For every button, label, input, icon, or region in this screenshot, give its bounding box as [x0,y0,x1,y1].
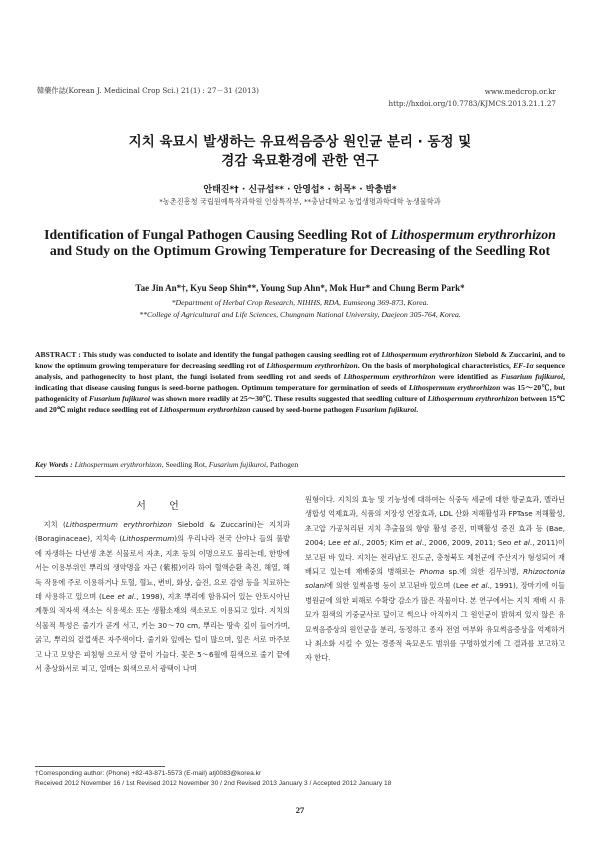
keyword-species: Fusarium fujikuroi [208,460,267,469]
abstract-text: between 15℃ and 20℃ might reduce seedling rot of [35,394,566,415]
english-title [40,227,560,259]
keywords [35,460,565,469]
abstract-species: Lithospermum erythrorhizon [427,394,519,404]
abstract-species: Lithospermum erythrorhizon [381,350,473,359]
doi-link[interactable]: http://hxdoi.org/10.7783/KJMCS.2013.21.1.27 [388,99,556,108]
abstract-text: Siebold & Zuccarini, and to know the optimum growing temperature for decreasing seedling rot of [35,350,566,371]
abstract-text: was 15～20℃, but pathogenicity of [35,383,565,404]
body-text: sp.에 의한 검무늬병, [444,567,524,577]
body-text: 에 의한 잎썩음병 등이 보고된바 있으며 (Lee [326,581,472,591]
body-etal: et al [405,538,422,548]
footnote [35,769,565,789]
body-etal: et al [513,538,530,548]
abstract-text: . [416,405,419,415]
body-text: )의 우리나라 전국 산야나 들의 풀밭에 자생하는 다년생 초본 식물로서 자초, 지초 등의 이명으로도 불리는데, 한방에서는 이용부위인 뿌리의 생약명을 자근 (紫根)이라 하여 혈액순환 촉진, 해열, 해독 작용에 주로 이용하거나 토혈, 혈뇨, 변비, 화상, 습진, 요로 감염 등을 치료하는데 사용하고 있으며 (Lee [35,534,290,602]
body-text: ., 2011)이 보고된 바 있다. 지치는 전라남도 진도군, 충청북도 제천군에 주산지가 형성되어 재배되고 있는데 재배중의 병해로는 [305,538,565,577]
body-species: Phoma [419,567,445,577]
keywords-label: Key Words : [35,460,73,469]
korean-authors: 안태진*† · 신규섭** · 안영섭* · 허목* · 박충범* [203,185,397,195]
footnote-received: Received 2012 November 16 / 1st Revised 2012 November 30 / 2nd Revised 2013 January 3 / Accepted 2012 January 18 [35,780,392,787]
korean-affiliation: *농촌진흥청 국립원예특작과학원 인삼특작부, **충남대학교 농업생명과학대학 농생물학과 [159,197,441,206]
abstract-species: Lithospermum erythrorhizon [343,372,436,382]
korean-title-line2: 경감 육묘환경에 관한 연구 [221,153,379,169]
english-authors: Tae Jin An*†, Kyu Seop Shin**, Young Sup Ahn*, Mok Hur* and Chung Berm Park* [135,283,465,293]
en-title-part2: and Study on the Optimum Growing Temperature for Decreasing of the Seedling Rot [49,243,551,258]
abstract [35,349,565,416]
abstract-species: Fusarium fujikuroi [500,372,564,382]
keyword-text: , Pathogen [266,460,299,469]
body-text: 원형이다. 지치의 효능 및 기능성에 대하여는 식중독 세균에 대한 항균효과, 멜라닌 생합성 억제효과, 식품의 저장성 연장효과, LDL 산화 저해활성과 FPTase 저해활성, 초고압 가공처리된 지치 추출물의 항암 활성 증진, 미백활성 증진 효과 등 (Bae, 2004; Lee [305,495,565,548]
body-etal: et al [117,592,134,602]
keyword-species: Lithospermum erythrorhizon [74,460,162,469]
korean-title [0,133,600,171]
abstract-species: Lithospermum erythrorhizon [408,383,501,393]
body-etal: et al [471,581,488,591]
abstract-text: caused by seed-borne pathogen [250,405,356,415]
en-title-species: Lithospermum erythrorhizon [390,227,556,242]
journal-url[interactable]: www.medcrop.or.kr [484,87,556,96]
english-affiliation-1: *Department of Herbal Crop Research, NIHHS, RDA, Eumseong 369-873, Korea. [171,298,429,307]
english-affiliation [0,297,600,321]
body-text: ., 1991), 장마기에 이들 병원균에 의한 피해로 수확량 감소가 많은 작물이다. 본 연구에서는 지치 재배 시 유묘가 흰색의 기중균사로 덮이고 썩으나 아직까지 그 원인균이 밝혀져 있지 않은 유묘썩음증상의 원인균을 분리, 동정하고 종자 전염 여부와 유묘썩음증상을 억제하거나 최소화 시킬 수 있는 경종적 육묘온도 범위를 구명하였기에 그 결과를 보고하고자 한다. [305,581,565,663]
body-species: Lithospermum erythrorhizon [65,520,172,529]
body-text: ., 2005; Kim [359,538,406,548]
abstract-text: was shown more readily at 25～30℃. These results suggested that seedling culture of [150,394,428,404]
abstract-species: Lithospermum erythrorhizon [159,405,251,415]
abstract-text: ABSTRACT : This study was conducted to isolate and identify the fungal pathogen causing seedling rot of [35,350,382,359]
keyword-text: , Seedling Rot, [161,460,209,469]
footnote-divider [35,766,165,767]
abstract-text: sequence analysis, and pathogenecity to host plant, the fungi isolated from seedling rot and seeds of [35,361,566,382]
body-text: 지치 ( [43,520,66,529]
intro-left-column [35,518,290,676]
abstract-text: were identified as [435,372,501,382]
body-text: ., 2006, 2009, 2011; Seo [421,538,514,548]
body-text: ., 1998), 지초 뿌리에 함유되어 있는 안토시아닌 계통의 적자색 색소는 식용색소 또는 생활소재의 색소로도 이용되고 있다. 지치의 식물적 특성은 줄기가 곧게 서고, 키는 30～70 cm, 뿌리는 땅속 깊이 들어가며, 굵고, 뿌리의 겉껍색은 자주색이다. 줄기와 잎에는 털이 많으며, 잎은 서로 마주보고 나고 모양은 피침형 으로서 양 끝이 가늘다. 꽃은 5～6월에 흰색으로 줄기 끝에서 총상화서로 피고, 열매는 회색으로서 광택이 나며 [35,592,290,674]
korean-title-line1: 지치 육묘시 발생하는 유묘썩음증상 원인균 분리 · 동정 및 [128,134,472,150]
abstract-species: Fusarium fujikuroi [355,405,417,415]
page-number: 27 [295,805,305,815]
section-divider [35,476,565,477]
body-species: Lithospermum [122,534,175,544]
abstract-text: . On the basis of morphological characteristics, [357,361,514,371]
en-title-part1: Identification of Fungal Pathogen Causing Seedling Rot of [44,227,391,242]
abstract-text: , indicating that disease causing fungus is seed-borne pathogen. Optimum temperature for germination of seeds of [35,372,565,393]
abstract-gene: EF-1α [513,361,534,371]
intro-heading: 서 언 [136,501,189,512]
intro-right-column [305,493,565,666]
body-etal: et al [343,538,360,548]
abstract-species: Lithospermum erythrorhizon [266,361,358,371]
english-affiliation-2: **College of Agricultural and Life Sciences, Chungnam National University, Daejeon 305-764, Korea. [139,310,461,319]
journal-citation: 韓藥作誌(Korean J. Medicinal Crop Sci.) 21(1) : 27－31 (2013) [37,86,259,95]
journal-links [389,86,556,110]
abstract-species: Fusarium fujikuroi [89,394,151,404]
body-text: Siebold & Zuccarini)는 지치과 (Boraginaceae), 지치속 ( [35,520,290,544]
footnote-corresponding: †Corresponding author: (Phone) +82-43-871-5573 (E-mail) atj0083@korea.kr [35,770,262,777]
body-species: Rhizoctonia solani [305,567,565,591]
